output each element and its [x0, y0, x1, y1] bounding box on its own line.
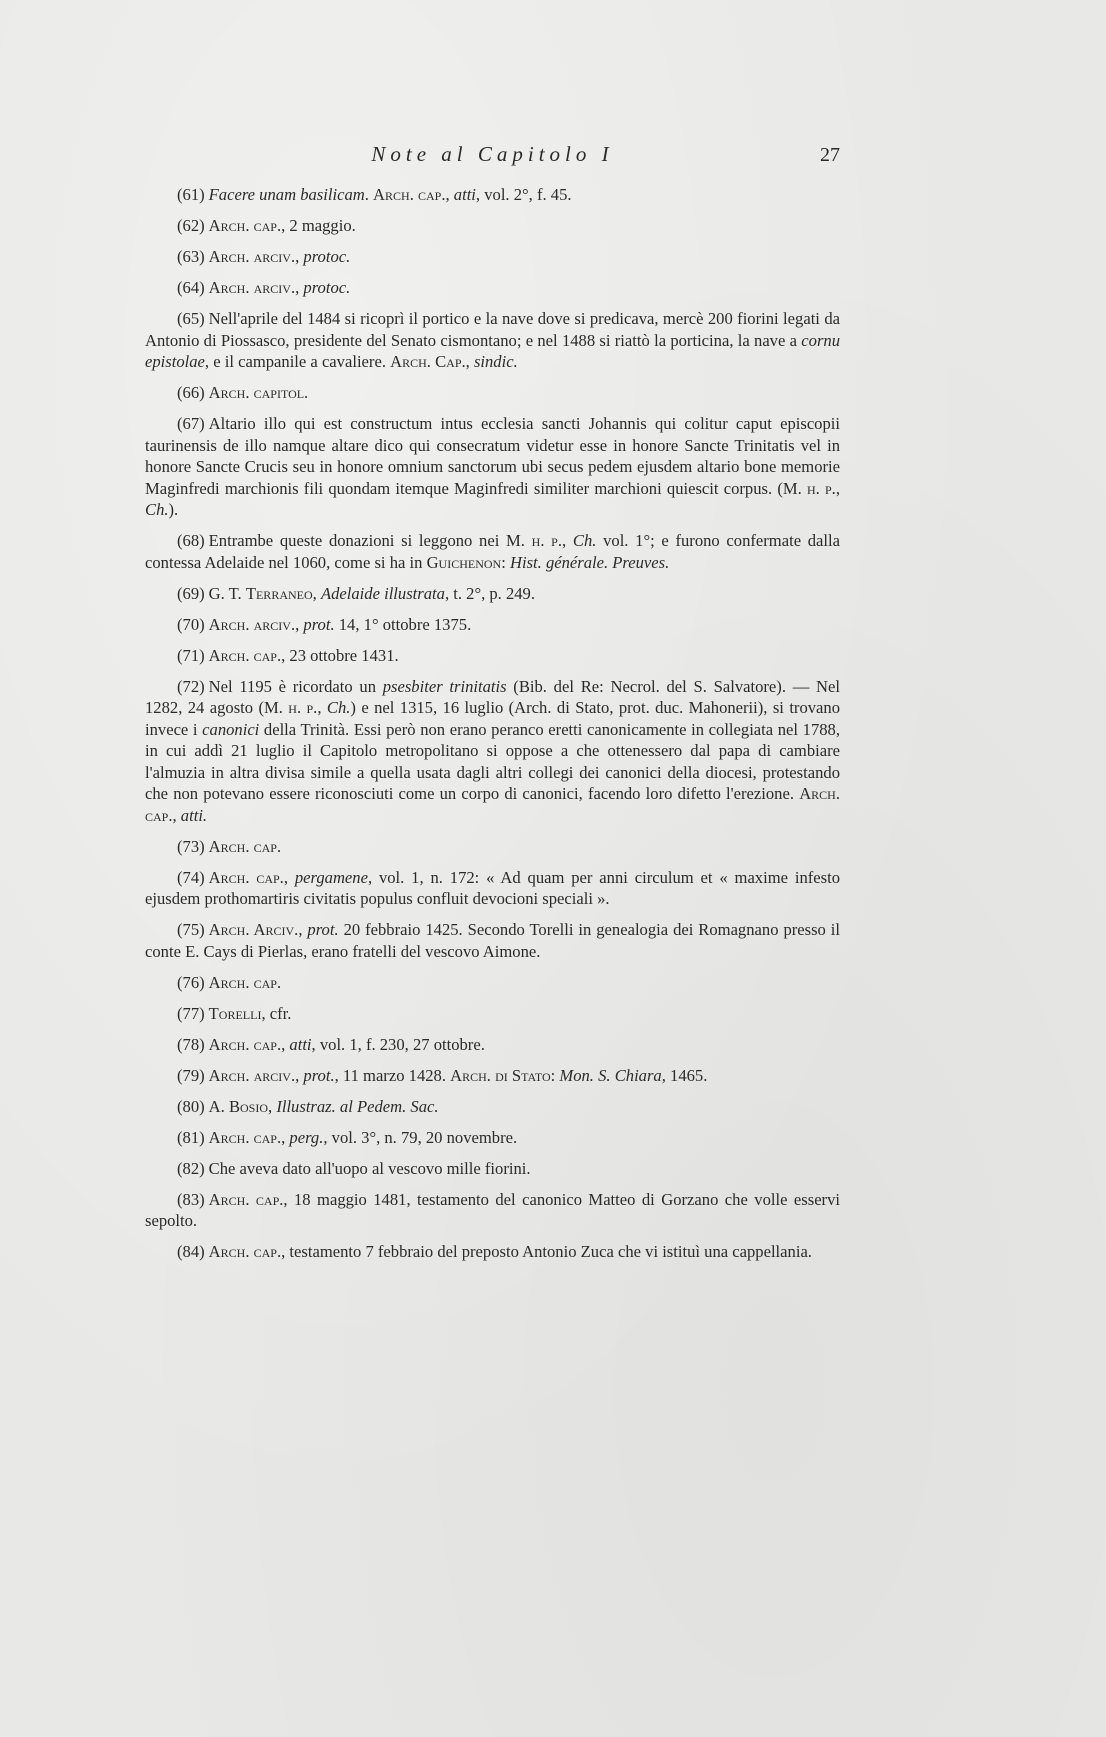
- italic-text: prot.: [307, 920, 339, 939]
- endnote: [145, 277, 840, 299]
- endnote: [145, 1241, 840, 1263]
- italic-text: perg.: [289, 1127, 324, 1147]
- archive-reference: Arch. cap.: [208, 216, 282, 235]
- endnote-number: (64): [177, 278, 205, 297]
- archive-reference: Arch. cap.: [208, 1034, 282, 1054]
- note-text: Nel 1195 è ricordato un: [208, 676, 383, 696]
- note-text: ,: [295, 278, 304, 297]
- endnote-number: (77): [177, 1003, 205, 1023]
- endnote: [145, 867, 840, 910]
- endnote-number: (70): [177, 614, 205, 634]
- note-text: Entrambe queste donazioni si leggono nei M.: [208, 531, 532, 550]
- note-text: della Trinità. Essi però non erano peranco eretti canonicamente in collegiata nel 1788, in cui addì 21 luglio il Capitolo metropolitano si oppose a che ottenessero dal papa di cambiare l'almuzia in altra divisa simile a quella usata dagli altri collegi dei canonici della diocesi, protestando che non potevano essere riconosciuti come un corpo di canonici, facendo loro difetto l'erezione.: [145, 719, 840, 803]
- archive-reference: Arch. di Stato: [450, 1065, 551, 1085]
- archive-reference: Guichenon: [426, 552, 502, 572]
- note-text: , vol. 1, n. 172: « Ad quam per anni circulum et « maxime infesto ejusdem prothomartiris civitatis populus confluit devocioni speciali ».: [145, 867, 841, 908]
- italic-text: prot.: [303, 1065, 335, 1085]
- endnote-number: (68): [177, 531, 205, 550]
- italic-text: protoc.: [303, 247, 351, 266]
- endnotes-list: [145, 184, 840, 1272]
- italic-text: pergamene: [294, 867, 368, 887]
- endnote-number: (82): [177, 1158, 205, 1178]
- note-text: ,: [298, 920, 308, 939]
- note-text: :: [550, 1065, 560, 1085]
- italic-text: Facere unam basilicam: [208, 185, 365, 204]
- endnote-number: (81): [177, 1127, 205, 1147]
- archive-reference: Arch. cap.: [145, 784, 840, 825]
- note-text: , 2 maggio.: [281, 216, 356, 235]
- endnote: [145, 583, 840, 605]
- note-text: , e il campanile a cavaliere.: [204, 352, 391, 371]
- archive-reference: h. p.: [806, 478, 836, 498]
- endnote: [145, 1065, 840, 1087]
- endnote: [145, 645, 840, 667]
- archive-reference: Arch. arciv.: [208, 1065, 296, 1085]
- italic-text: Adelaide illustrata: [320, 583, 445, 603]
- note-text: , t. 2°, p. 249.: [444, 583, 536, 603]
- endnote: [145, 836, 840, 858]
- archive-reference: Arch. cap.: [208, 1189, 284, 1209]
- italic-text: sindic.: [473, 352, 518, 371]
- note-text: ,: [295, 1065, 304, 1085]
- endnote: [145, 215, 840, 237]
- archive-reference: h. p.: [288, 698, 318, 717]
- note-text: ,: [445, 185, 454, 204]
- note-text: , 1465.: [661, 1065, 708, 1085]
- note-text: ,: [312, 583, 321, 603]
- endnote-number: (75): [177, 920, 205, 939]
- note-text: ) e nel 1315, 16 luglio (Arch. di Stato, prot. duc. Mahonerii), si trovano invece i: [145, 698, 841, 739]
- note-text: ,: [172, 805, 181, 825]
- endnote-number: (63): [177, 247, 205, 266]
- note-text: Nell'aprile del 1484 si ricoprì il portico e la nave dove si predicava, mercè 200 fiorini legati da Antonio di Piossasco, presidente del Senato cismontano; e nel 1488 si riattò la porticina, la nave a: [145, 309, 840, 350]
- note-text: Altario illo qui est constructum intus ecclesia sancti Johannis qui colitur caput episcopii taurinensis de illo namque altare dico qui consecratum videtur esse in honore Sancte Trinitatis vel in honore Sancte Crucis seu in honore omnium sanctorum ubi secus pedem ejusdem altario bone memorie Maginfredi marchionis fili quondam itemque Maginfredi similiter marchioni quiescit corpus. (M.: [145, 414, 840, 498]
- endnote-number: (61): [177, 185, 205, 204]
- endnote: [145, 1003, 840, 1025]
- note-text: , vol. 3°, n. 79, 20 novembre.: [323, 1127, 518, 1147]
- endnote-number: (67): [177, 414, 205, 433]
- note-text: (Bib. del Re: Necrol. del S. Salvatore). — Nel 1282, 24 agosto (M.: [145, 676, 840, 717]
- archive-reference: Arch. arciv.: [208, 614, 296, 634]
- endnote: [145, 1096, 840, 1118]
- endnote-number: (72): [177, 676, 205, 696]
- archive-reference: Arch. cap.: [373, 185, 446, 204]
- note-text: ,: [465, 352, 474, 371]
- note-text: , cfr.: [261, 1003, 292, 1023]
- note-text: , testamento 7 febbraio del preposto Antonio Zuca che vi istituì una cappellania.: [281, 1242, 812, 1261]
- archive-reference: Arch. cap.: [208, 972, 282, 992]
- endnote-number: (80): [177, 1096, 205, 1116]
- note-text: A.: [208, 1096, 229, 1116]
- italic-text: atti: [453, 185, 476, 204]
- italic-text: Ch.: [326, 698, 351, 717]
- italic-text: protoc.: [303, 278, 351, 297]
- note-text: Che aveva dato all'uopo al vescovo mille fiorini.: [208, 1158, 531, 1178]
- endnote: [145, 1158, 840, 1180]
- endnote: [145, 530, 840, 573]
- note-text: ,: [295, 247, 304, 266]
- italic-text: Ch.: [572, 531, 597, 550]
- note-text: vol. 1°; e furono confermate dalla contessa Adelaide nel 1060, come si ha in: [145, 531, 841, 572]
- note-text: .: [364, 185, 374, 204]
- note-text: ,: [283, 867, 295, 887]
- italic-text: Mon. S. Chiara: [559, 1065, 662, 1085]
- archive-reference: Arch. cap.: [208, 836, 282, 856]
- note-text: :: [501, 552, 510, 572]
- italic-text: atti.: [180, 805, 208, 825]
- archive-reference: Arch. capitol.: [208, 383, 309, 402]
- endnote: [145, 919, 840, 962]
- note-text: , vol. 1, f. 230, 27 ottobre.: [311, 1034, 485, 1054]
- endnote-number: (65): [177, 309, 205, 328]
- endnote-number: (79): [177, 1065, 205, 1085]
- note-text: , 18 maggio 1481, testamento del canonico Matteo di Gorzano che volle esservi sepolto.: [145, 1189, 840, 1230]
- archive-reference: Torelli: [208, 1003, 262, 1023]
- note-text: G. T.: [208, 583, 246, 603]
- italic-text: Hist. générale. Preuves.: [509, 552, 670, 572]
- italic-text: psesbiter trinitatis: [382, 676, 507, 696]
- endnote-number: (73): [177, 836, 205, 856]
- note-text: ,: [562, 531, 573, 550]
- endnote: [145, 614, 840, 636]
- running-head: [145, 142, 840, 174]
- note-text: ).: [168, 500, 179, 519]
- archive-reference: Arch. cap.: [208, 645, 282, 665]
- endnote-number: (74): [177, 867, 205, 887]
- endnote: [145, 972, 840, 994]
- archive-reference: Arch. cap.: [208, 1242, 282, 1261]
- running-title: Note al Capitolo I: [371, 142, 614, 166]
- note-text: , 11 marzo 1428.: [334, 1065, 451, 1085]
- endnote: [145, 382, 840, 404]
- archive-reference: Terraneo: [245, 583, 313, 603]
- endnote-number: (66): [177, 383, 205, 402]
- note-text: ,: [268, 1096, 277, 1116]
- endnote: [145, 1034, 840, 1056]
- endnote: [145, 308, 840, 373]
- endnote: [145, 413, 840, 521]
- endnote: [145, 676, 840, 827]
- note-text: 14, 1° ottobre 1375.: [334, 614, 472, 634]
- endnote: [145, 246, 840, 268]
- archive-reference: Arch. Arciv.: [208, 920, 299, 939]
- italic-text: cornu epistolae: [145, 330, 840, 371]
- italic-text: prot.: [303, 614, 335, 634]
- archive-reference: Arch. cap.: [208, 1127, 282, 1147]
- endnote: [145, 1189, 840, 1232]
- endnote: [145, 1127, 840, 1149]
- archive-reference: Arch. arciv.: [208, 247, 296, 266]
- note-text: ,: [281, 1127, 290, 1147]
- archive-reference: Arch. arciv.: [208, 278, 296, 297]
- note-text: ,: [281, 1034, 290, 1054]
- endnote-number: (84): [177, 1242, 205, 1261]
- note-text: 20 febbraio 1425. Secondo Torelli in genealogia dei Romagnano presso il conte E. Cays di Pierlas, erano fratelli del vescovo Aimone.: [145, 920, 841, 961]
- note-text: ,: [295, 614, 304, 634]
- archive-reference: Arch. cap.: [208, 867, 284, 887]
- endnote-number: (71): [177, 645, 205, 665]
- endnote-number: (83): [177, 1189, 205, 1209]
- italic-text: Ch.: [145, 500, 169, 519]
- endnote-number: (78): [177, 1034, 205, 1054]
- note-text: ,: [835, 478, 840, 498]
- italic-text: canonici: [202, 719, 260, 739]
- italic-text: atti: [289, 1034, 312, 1054]
- endnote-number: (69): [177, 583, 205, 603]
- page-number: 27: [820, 144, 840, 166]
- note-text: , vol. 2°, f. 45.: [475, 185, 572, 204]
- archive-reference: Arch. Cap.: [390, 352, 466, 371]
- note-text: , 23 ottobre 1431.: [281, 645, 399, 665]
- archive-reference: h. p.: [531, 531, 563, 550]
- archive-reference: Bosio: [228, 1096, 269, 1116]
- italic-text: Illustraz. al Pedem. Sac.: [276, 1096, 439, 1116]
- endnote-number: (62): [177, 216, 205, 235]
- note-text: ,: [317, 698, 327, 717]
- endnote-number: (76): [177, 972, 205, 992]
- endnote: [145, 184, 840, 206]
